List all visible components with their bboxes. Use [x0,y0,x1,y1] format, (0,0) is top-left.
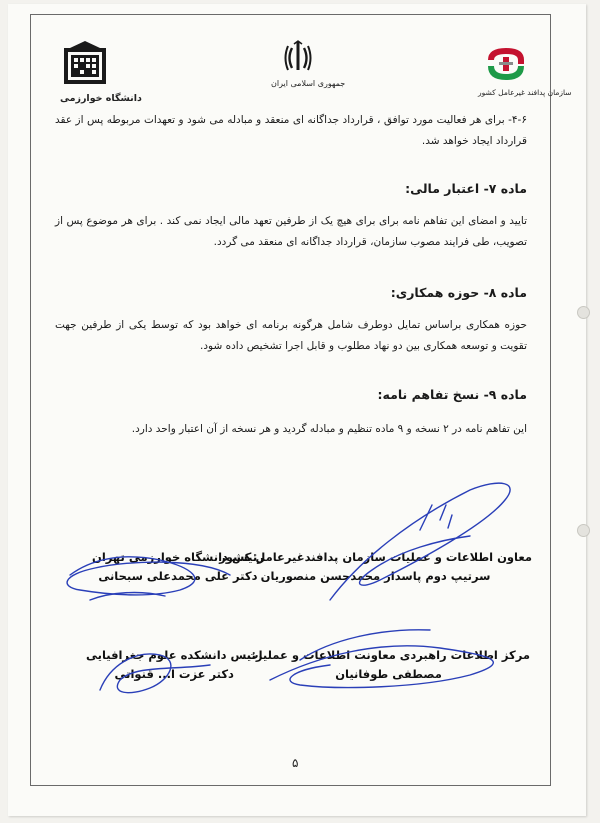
signature-block-bottom-right [247,646,530,684]
signature-block-bottom-left [86,646,262,684]
signatory-title: رئیس دانشکده علوم جغرافیایی [86,648,263,662]
article-9-heading: ماده ۹- نسخ تفاهم نامه: [377,387,527,402]
signatory-title: مرکز اطلاعات راهبردی معاونت اطلاعات و عملیات [247,648,530,662]
signatory-name: دکتر عزت ا... قنواتی [114,667,234,681]
article-8-paragraph-block [55,315,527,357]
punch-hole-bottom [577,524,590,537]
punch-hole-top [577,306,590,319]
article-8-text: حوزه همکاری براساس تمایل دوطرف شامل هرگونه برنامه ای خواهد بود که توسط یکی از طرفین جهت تقویت و توسعه همکاری بین دو نهاد مطلوب و قابل اجرا تشخیص داده شود. [55,319,527,352]
right-logo-caption: سازمان پدافند غیرعامل کشور [478,88,572,97]
article-8-heading-block [55,285,527,300]
left-logo-caption: دانشگاه خوارزمی [60,93,142,104]
article-9-heading-block [55,387,527,402]
section-6-4-paragraph [55,110,527,152]
article-7-heading: ماده ۷- اعتبار مالی: [405,181,527,196]
article-7-paragraph-block [55,211,527,253]
signatory-title: رئیس دانشگاه خوارزمی تهران [92,550,264,564]
article-7-text: تایید و امضای این تفاهم نامه برای برای هیچ یک از طرفین تعهد مالی ایجاد نمی کند . برای هر موضوع پس از تصویب، طی فرایند مصوب سازمان، قرارداد جداگانه ای منعقد می گردد. [55,215,527,248]
iran-emblem [283,40,313,80]
signature-block-top-left [92,548,264,586]
signatory-name: سرتیپ دوم پاسدار محمدحسن منصوریان [260,569,491,583]
passive-defense-logo [484,44,528,86]
signatory-title: معاون اطلاعات و عملیات سازمان پدافندغیرعامل کشور [219,550,532,564]
kharazmi-university-logo [62,40,108,90]
article-8-heading: ماده ۸- حوزه همکاری: [390,285,527,300]
signatory-name: مصطفی طوفانیان [335,667,442,681]
signatory-name: دکتر علی محمدعلی سبحانی [98,569,258,583]
center-logo-caption: جمهوری اسلامی ایران [271,79,346,88]
article-9-text: این تفاهم نامه در ۲ نسخه و ۹ ماده تنظیم و مبادله گردید و هر نسخه از آن اعتبار واحد دارد. [131,423,527,435]
article-7-heading-block [55,181,527,196]
article-9-paragraph-block [55,419,527,440]
clause-6-4-text: ۴-۶- برای هر فعالیت مورد توافق ، قرارداد جداگانه ای منعقد و مبادله می شود و تعهدات مربوطه پس از عقد قرارداد ایجاد خواهد شد. [55,114,527,147]
page-number: ۵ [292,756,299,770]
signature-block-top-right [219,548,532,586]
